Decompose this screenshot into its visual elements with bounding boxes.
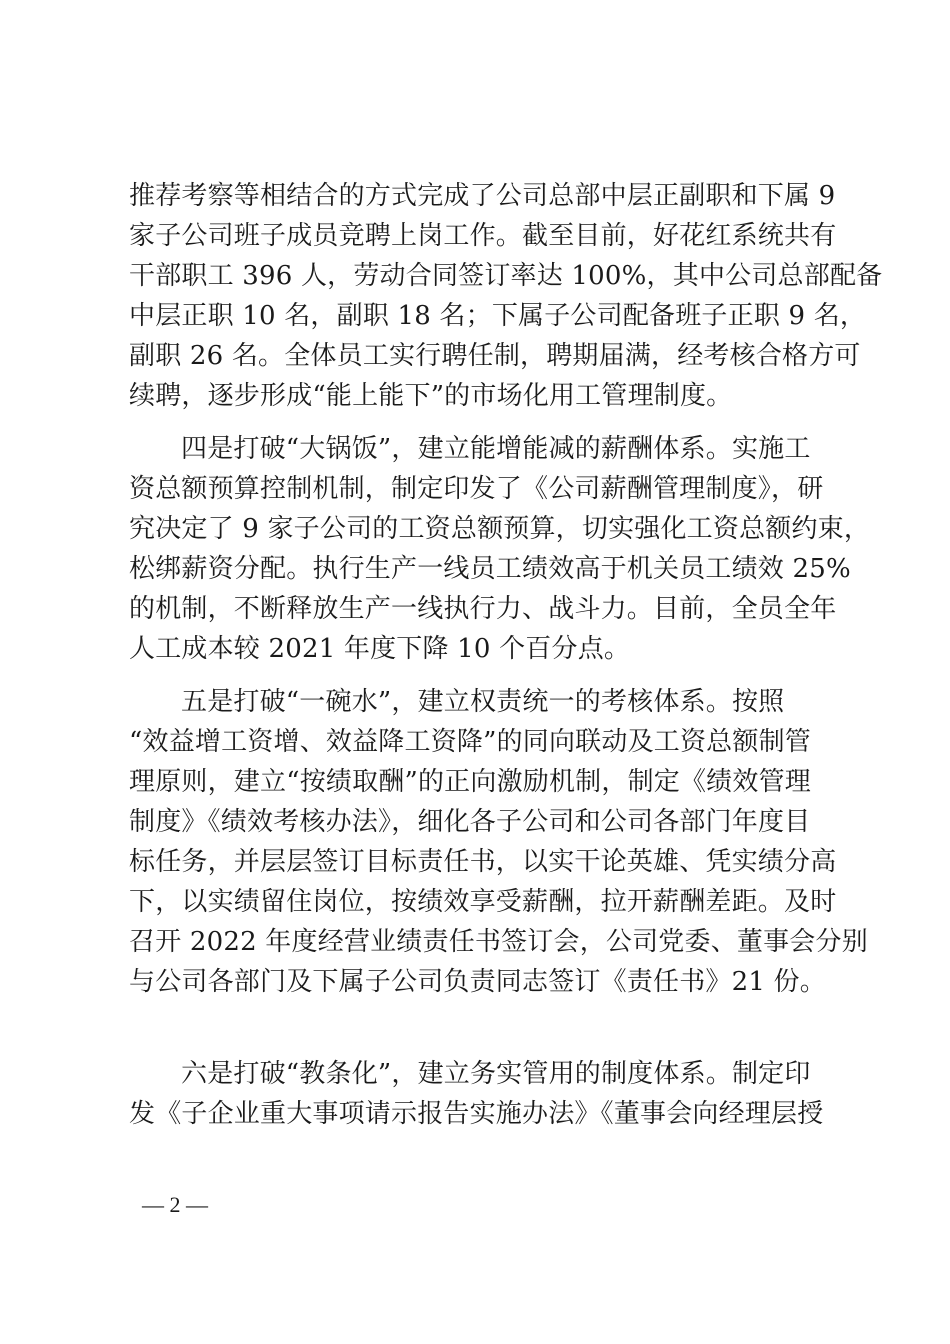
paragraph-line: 家子公司班子成员竞聘上岗工作。截至目前，好花红系统共有 — [129, 221, 837, 251]
paragraph-line: 副职 26 名。全体员工实行聘任制，聘期届满，经考核合格方可 — [129, 341, 861, 371]
paragraph-line: 制度》《绩效考核办法》，细化各子公司和公司各部门年度目 — [129, 807, 811, 837]
paragraph-line: 人工成本较 2021 年度下降 10 个百分点。 — [129, 634, 631, 664]
paragraph-line: 究决定了 9 家子公司的工资总额预算，切实强化工资总额约束， — [129, 514, 871, 544]
page-number: — 2 — — [142, 1192, 208, 1217]
paragraph-line: 松绑薪资分配。执行生产一线员工绩效高于机关员工绩效 25% — [129, 554, 851, 584]
paragraph-line: 发《子企业重大事项请示报告实施办法》《董事会向经理层授 — [129, 1099, 824, 1129]
paragraph-line: 下，以实绩留住岗位，按绩效享受薪酬，拉开薪酬差距。及时 — [129, 887, 837, 917]
paragraph-line: 续聘，逐步形成“能上能下”的市场化用工管理制度。 — [129, 381, 733, 411]
paragraph-line: 与公司各部门及下属子公司负责同志签订《责任书》21 份。 — [129, 967, 826, 997]
paragraph-line: 四是打破“大锅饭”，建立能增能减的薪酬体系。实施工 — [181, 434, 811, 464]
paragraph-line: 资总额预算控制机制，制定印发了《公司薪酬管理制度》，研 — [129, 474, 824, 504]
paragraph-line: 理原则，建立“按绩取酬”的正向激励机制，制定《绩效管理 — [129, 767, 811, 797]
paragraph-line: 推荐考察等相结合的方式完成了公司总部中层正副职和下属 9 — [129, 181, 836, 211]
paragraph-line: 干部职工 396 人，劳动合同签订率达 100%，其中公司总部配备 — [129, 261, 883, 291]
paragraph-line: 标任务，并层层签订目标责任书，以实干论英雄、凭实绩分高 — [129, 847, 837, 877]
paragraph-line: “效益增工资增、效益降工资降”的同向联动及工资总额制管 — [129, 727, 811, 757]
paragraph-line: 召开 2022 年度经营业绩责任书签订会，公司党委、董事会分别 — [129, 927, 868, 957]
paragraph-line: 的机制，不断释放生产一线执行力、战斗力。目前，全员全年 — [129, 594, 837, 624]
paragraph-line: 五是打破“一碗水”，建立权责统一的考核体系。按照 — [181, 687, 785, 717]
paragraph-line: 中层正职 10 名，副职 18 名；下属子公司配备班子正职 9 名， — [129, 301, 867, 331]
paragraph-line: 六是打破“教条化”，建立务实管用的制度体系。制定印 — [181, 1059, 811, 1089]
